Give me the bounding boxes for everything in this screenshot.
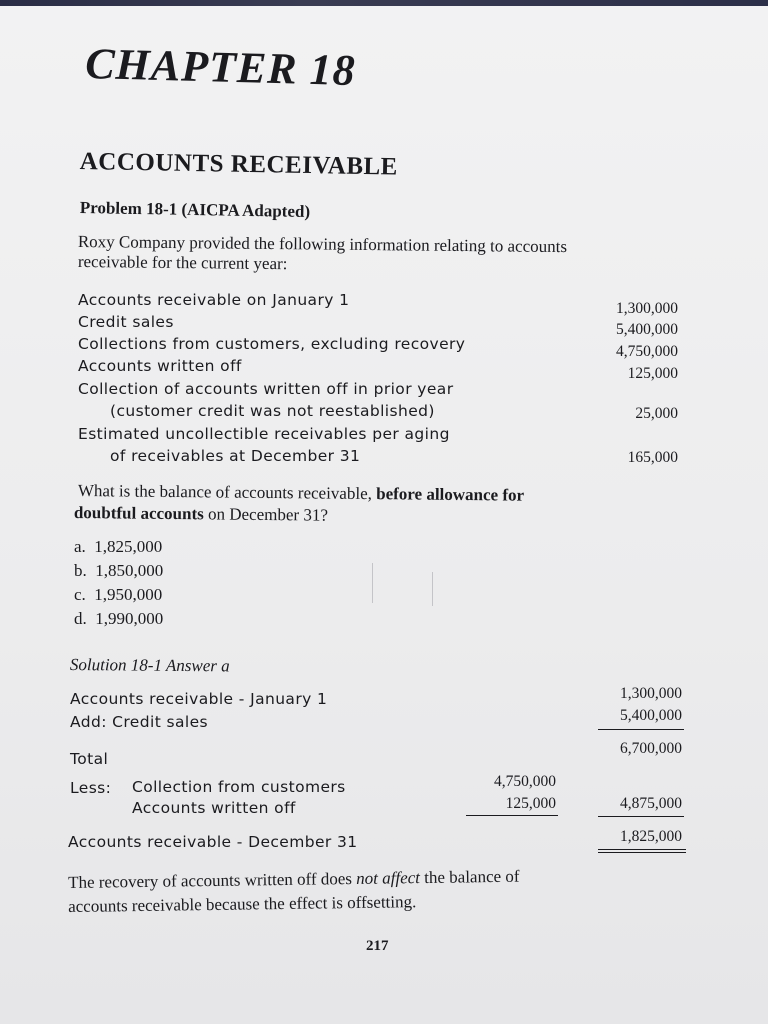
solution-total-value: 6,700,000 [620,740,682,757]
solution-ar-dec-label: Accounts receivable - December 31 [68,833,358,851]
item-label: Accounts written off [78,357,242,375]
pencil-mark [372,563,375,603]
solution-ar-jan-value: 1,300,000 [620,685,682,702]
intro-line-2: receivable for the current year: [77,252,288,274]
section-title: ACCOUNTS RECEIVABLE [79,148,399,181]
option-c [74,585,162,605]
option-letter: d. [74,609,87,628]
option-b [74,561,163,581]
double-underline-rule [598,849,686,850]
underline-rule [466,815,558,816]
item-value: 165,000 [627,449,678,466]
option-a [74,537,162,557]
solution-total-label: Total [70,750,109,768]
item-label: Accounts receivable on January 1 [78,291,350,309]
option-value: 1,990,000 [95,609,164,628]
item-label: Collection of accounts written off in prior year [78,380,454,398]
page-number: 217 [366,938,389,954]
item-value: 4,750,000 [616,343,678,360]
question-bold: before allowance for [376,484,525,505]
solution-written-off-value: 125,000 [505,795,556,812]
solution-collection-value: 4,750,000 [494,773,556,790]
option-d [74,609,163,629]
chapter-title: CHAPTER 18 [84,38,357,96]
intro-line-1: Roxy Company provided the following information relating to accounts [77,232,568,257]
solution-credit-sales-value: 5,400,000 [620,707,682,724]
item-label: Credit sales [78,313,174,331]
closing-text: the balance of [419,866,520,888]
option-value: 1,950,000 [94,585,163,604]
problem-title: Problem 18-1 (AICPA Adapted) [79,198,311,222]
question-line-1 [78,481,524,506]
option-value: 1,850,000 [95,561,164,580]
option-letter: c. [74,585,86,604]
option-letter: a. [74,537,86,556]
solution-less-label: Less: [70,779,112,797]
solution-ar-jan-label: Accounts receivable - January 1 [70,690,328,708]
closing-emphasis: not affect [356,868,421,888]
question-line-2 [74,503,328,526]
item-label: Estimated uncollectible receivables per aging [78,425,450,443]
solution-collection-label: Collection from customers [132,778,346,796]
item-value: 5,400,000 [616,321,678,338]
question-text: on December 31? [203,504,329,525]
solution-less-total-value: 4,875,000 [620,795,682,812]
question-text: What is the balance of accounts receivable, [77,481,377,504]
item-value: 25,000 [635,405,678,422]
closing-line-2: accounts receivable because the effect is offsetting. [68,892,417,916]
item-value: 1,300,000 [616,300,678,317]
solution-written-off-label: Accounts written off [132,799,296,817]
pencil-mark [432,572,434,606]
item-label: of receivables at December 31 [110,447,361,465]
question-bold: doubtful accounts [73,503,204,524]
closing-line-1 [68,867,520,893]
closing-text: The recovery of accounts written off does [68,868,357,892]
underline-rule [598,816,684,817]
solution-ar-dec-value: 1,825,000 [620,828,682,845]
double-underline-rule [598,852,686,853]
solution-credit-sales-label: Add: Credit sales [70,713,208,731]
item-value: 125,000 [627,365,678,382]
underline-rule [598,729,684,730]
option-letter: b. [74,561,87,580]
item-label: (customer credit was not reestablished) [110,402,435,420]
option-value: 1,825,000 [94,537,163,556]
page-top-edge [0,0,768,6]
solution-title: Solution 18-1 Answer a [69,655,230,676]
item-label: Collections from customers, excluding recovery [78,335,466,353]
